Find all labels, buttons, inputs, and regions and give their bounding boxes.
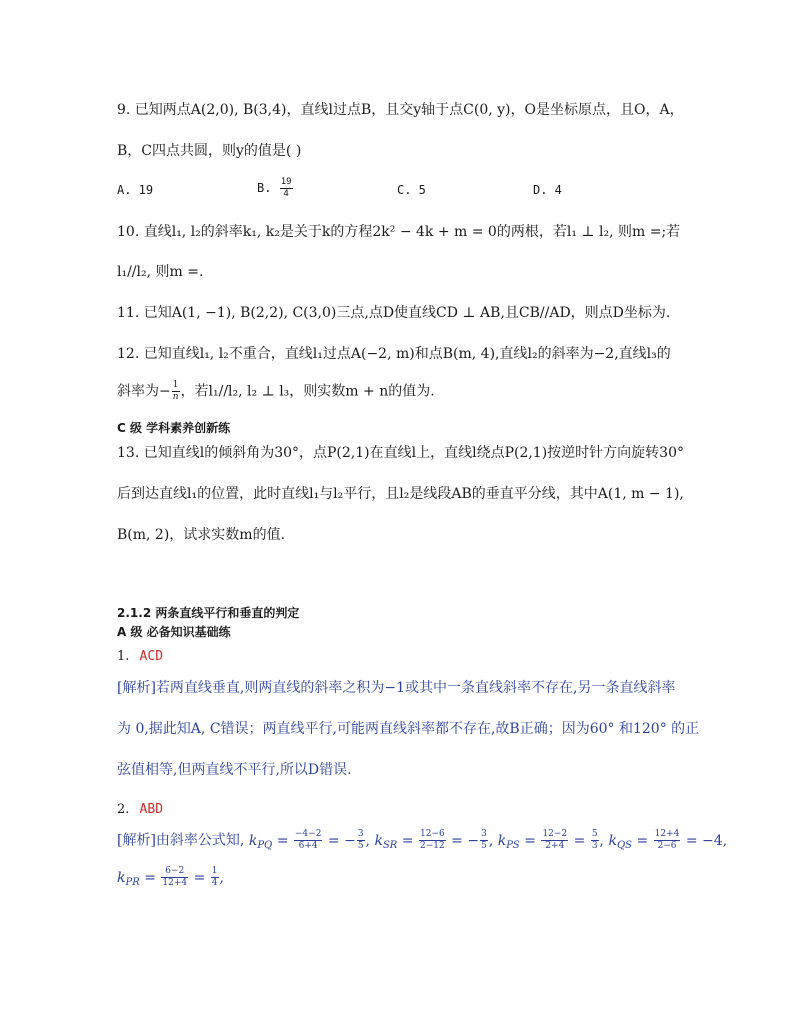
slope-kps-res-den: 3 [591, 841, 598, 851]
slope-kpr: $k_{PR}$ = $\frac{6-2}{12+4}$ = $\frac{1}{4}$ , [117, 866, 224, 888]
q9-option-c: C. 5 [397, 183, 426, 197]
slope-kqs-fraction [654, 829, 681, 852]
slope-kpq-res-num: 3 [357, 829, 364, 839]
answer-2-line1-prefix: [解析]由斜率公式知, [117, 832, 245, 849]
q9-option-d: D. 4 [533, 183, 562, 197]
slope-kps-result [591, 829, 599, 852]
slope-kps-name: k [497, 832, 507, 849]
slope-kpr-name: k [117, 869, 126, 886]
slope-kpq-sub: PQ [257, 839, 273, 851]
q12-fraction-denominator: n [172, 392, 179, 402]
slope-kqs-num: 12+4 [654, 829, 680, 839]
slope-ksr-name: k [374, 832, 383, 849]
answer-1 [117, 647, 163, 667]
q9-option-b-label: B. [257, 181, 272, 195]
section-c-heading: C 级 学科素养创新练 [117, 421, 231, 435]
slope-kqs: $k_{QS}$ = $\frac{12+4}{2-6}$ = −4, [608, 829, 728, 851]
slope-kpr-res-den: 4 [211, 878, 218, 888]
q13-line3: B(m, 2)，试求实数m的值. [117, 527, 286, 543]
answer-1-line2: 为 0,据此知A, C错误；两直线平行,可能两直线斜率都不存在,故B正确；因为60° 和120° 的正 [117, 721, 700, 737]
slope-kpq: $k_{PQ}$ = $\frac{-4-2}{6+4}$ = − $\frac{3}{5}$ , [248, 829, 370, 851]
q10-line2: l₁//l₂, 则m =. [117, 264, 204, 280]
slope-kpr-result [211, 866, 219, 889]
slope-ksr-result [480, 829, 488, 852]
slope-kps: $k_{PS}$ = $\frac{12-2}{2+4}$ = $\frac{5}{3}$ , [497, 829, 604, 851]
slope-ksr-res-sign: − [467, 832, 480, 849]
section-a-heading: A 级 必备知识基础练 [117, 625, 231, 639]
q9-line1: 9. 已知两点A(2,0), B(3,4)，直线l过点B，且交y轴于点C(0, y)，O是坐标原点，且O，A， [117, 102, 684, 118]
answer-2-label: 2. [117, 802, 130, 817]
slope-kpq-res-den: 5 [357, 841, 364, 851]
q9-option-a: A. 19 [117, 183, 154, 197]
slope-kpr-fraction [161, 866, 188, 889]
slope-kpq-den: 6+4 [298, 841, 318, 851]
answer-2-line2 [117, 866, 224, 893]
slope-ksr-den: 2−12 [419, 841, 445, 851]
q9-line2: B，C四点共圆，则y的值是( ) [117, 143, 302, 159]
slope-kpr-res-num: 1 [211, 866, 218, 876]
answer-1-label: 1. [117, 649, 130, 664]
q9-option-b [257, 177, 294, 200]
slope-kps-num: 12−2 [542, 829, 568, 839]
q12-line2-suffix: ，若l₁//l₂, l₂ ⊥ l₃，则实数m + n的值为. [180, 383, 435, 400]
answer-1-line1: [解析]若两直线垂直,则两直线的斜率之积为−1或其中一条直线斜率不存在,另一条直线斜率 [117, 680, 676, 696]
slope-ksr: $k_{SR}$ = $\frac{12-6}{2-12}$ = − $\frac{3}{5}$ , [374, 829, 494, 851]
q9-option-b-denominator: 4 [283, 189, 289, 199]
answer-2-line1 [117, 829, 727, 856]
slope-kpq-res-sign: − [344, 832, 356, 849]
q11-line1: 11. 已知A(1, −1), B(2,2), C(3,0)三点,点D使直线CD ⊥ AB,且CB//AD，则点D坐标为. [117, 305, 671, 321]
answer-2-value: ABD [139, 802, 164, 817]
q12-fraction-numerator: 1 [172, 380, 179, 390]
slope-ksr-fraction [419, 829, 446, 852]
q13-line2: 后到达直线l₁的位置，此时直线l₁与l₂平行，且l₂是线段AB的垂直平分线，其中A(1, m − 1), [117, 486, 684, 502]
slope-kps-den: 2+4 [545, 841, 565, 851]
slope-kps-res-num: 5 [591, 829, 598, 839]
q12-line2-prefix: 斜率为− [117, 383, 171, 400]
slope-kpq-result [357, 829, 365, 852]
q10-line1: 10. 直线l₁, l₂的斜率k₁, k₂是关于k的方程2k² − 4k + m = 0的两根，若l₁ ⊥ l₂, 则m =;若 [117, 224, 681, 240]
answer-1-value: ACD [139, 649, 164, 664]
slope-kpr-num: 6−2 [161, 866, 188, 878]
slope-kps-sub: PS [506, 839, 520, 851]
q12-line2 [117, 380, 435, 403]
slope-kpr-sub: PR [125, 876, 140, 888]
q9-option-b-fraction [280, 177, 293, 200]
q12-fraction [172, 380, 180, 403]
answer-2 [117, 800, 163, 820]
slope-kqs-den: 2−6 [657, 841, 677, 851]
slope-ksr-res-num: 3 [481, 829, 487, 839]
slope-kpq-name: k [248, 832, 258, 849]
slope-ksr-res-den: 5 [481, 841, 487, 851]
slope-kps-fraction [541, 829, 568, 852]
slope-kpr-den: 12+4 [162, 878, 188, 888]
q13-line1: 13. 已知直线l的倾斜角为30°，点P(2,1)在直线l上，直线l绕点P(2,1)按逆时针方向旋转30° [117, 445, 684, 461]
answer-1-line3: 弦值相等,但两直线不平行,所以D错误. [117, 762, 352, 778]
slope-ksr-sub: SR [382, 839, 398, 851]
slope-kqs-result: −4 [702, 832, 723, 849]
section-2-1-2-heading: 2.1.2 两条直线平行和垂直的判定 [117, 606, 300, 620]
slope-kpq-fraction [294, 829, 323, 852]
slope-kqs-name: k [608, 832, 617, 849]
q9-option-b-numerator: 19 [280, 177, 292, 187]
slope-kpq-num: −4−2 [294, 829, 322, 839]
slope-kqs-sub: QS [616, 839, 632, 851]
q12-line1: 12. 已知直线l₁, l₂不重合，直线l₁过点A(−2, m)和点B(m, 4),直线l₂的斜率为−2,直线l₃的 [117, 346, 671, 362]
slope-ksr-num: 12−6 [419, 829, 445, 839]
